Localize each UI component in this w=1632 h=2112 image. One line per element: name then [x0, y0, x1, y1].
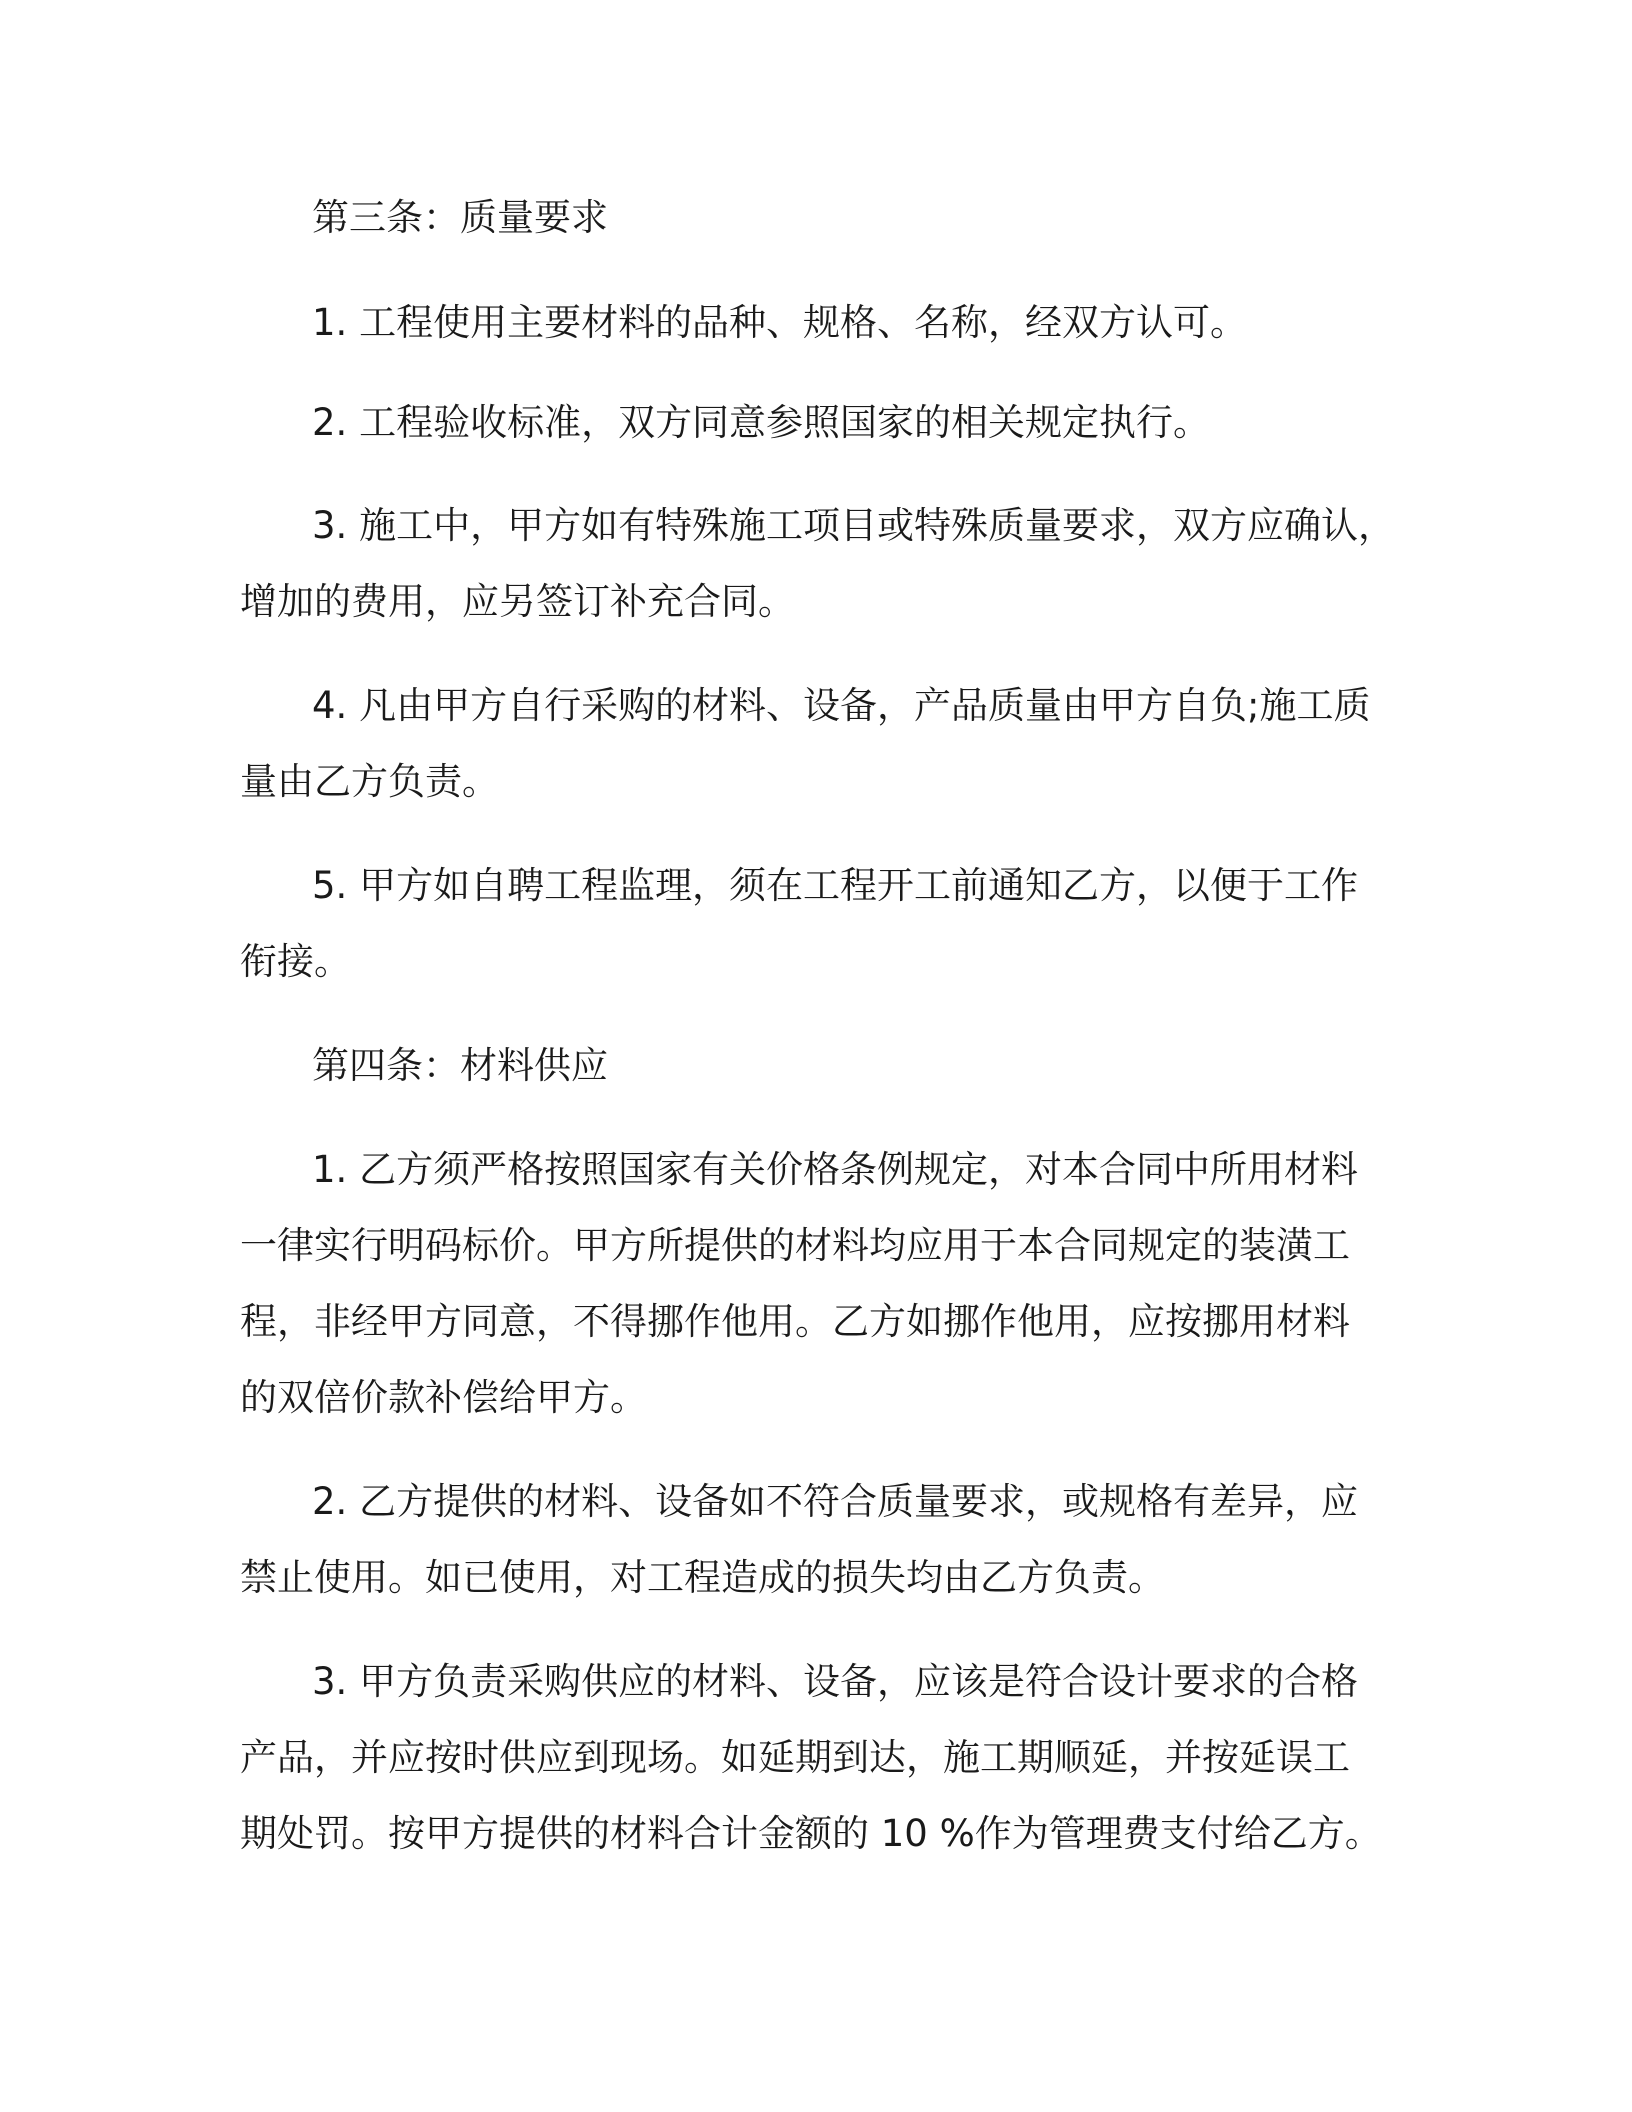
article-3-item-3-line-2: 增加的费用，应另签订补充合同。	[240, 580, 795, 623]
article-4-item-3-line-1: 3. 甲方负责采购供应的材料、设备，应该是符合设计要求的合格	[312, 1660, 1359, 1703]
article-3-item-5-line-2: 衔接。	[240, 940, 351, 983]
article-4-item-2-line-1: 2. 乙方提供的材料、设备如不符合质量要求，或规格有差异，应	[312, 1480, 1359, 1523]
article-4-item-1-line-4: 的双倍价款补偿给甲方。	[240, 1376, 647, 1419]
article-3-item-3-line-1: 3. 施工中，甲方如有特殊施工项目或特殊质量要求，双方应确认，	[312, 504, 1396, 547]
article-4-item-3-line-3: 期处罚。按甲方提供的材料合计金额的 10 %作为管理费支付给乙方。	[240, 1812, 1382, 1855]
article-4-heading: 第四条：材料供应	[312, 1044, 608, 1087]
article-3-item-1-line-1: 1. 工程使用主要材料的品种、规格、名称，经双方认可。	[312, 301, 1248, 344]
article-3-heading: 第三条：质量要求	[312, 196, 608, 239]
article-3-item-4-line-2: 量由乙方负责。	[240, 760, 499, 803]
article-3-item-2-line-1: 2. 工程验收标准，双方同意参照国家的相关规定执行。	[312, 401, 1211, 444]
article-4-item-2-line-2: 禁止使用。如已使用，对工程造成的损失均由乙方负责。	[240, 1556, 1165, 1599]
article-4-item-1-line-3: 程，非经甲方同意，不得挪作他用。乙方如挪作他用，应按挪用材料	[240, 1300, 1350, 1343]
article-4-item-3-line-2: 产品，并应按时供应到现场。如延期到达，施工期顺延，并按延误工	[240, 1736, 1350, 1779]
article-4-item-1-line-1: 1. 乙方须严格按照国家有关价格条例规定，对本合同中所用材料	[312, 1148, 1359, 1191]
article-3-item-4-line-1: 4. 凡由甲方自行采购的材料、设备，产品质量由甲方自负;施工质	[312, 684, 1371, 727]
article-3-item-5-line-1: 5. 甲方如自聘工程监理，须在工程开工前通知乙方，以便于工作	[312, 864, 1359, 907]
article-4-item-1-line-2: 一律实行明码标价。甲方所提供的材料均应用于本合同规定的装潢工	[240, 1224, 1350, 1267]
